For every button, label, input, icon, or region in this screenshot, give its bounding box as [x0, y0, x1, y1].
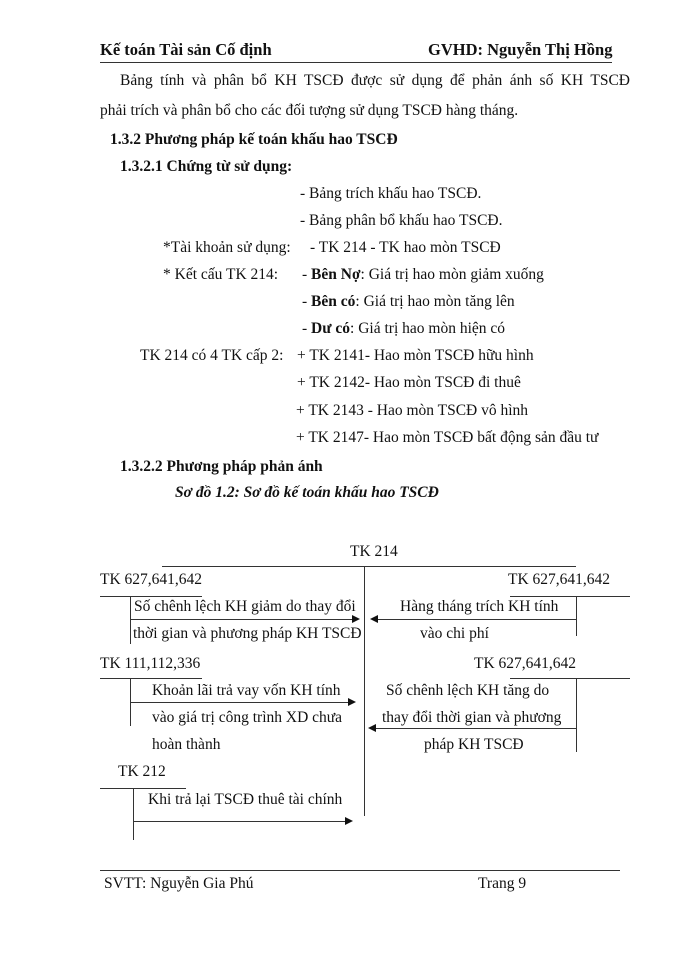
account-value: - TK 214 - TK hao mòn TSCĐ — [310, 239, 501, 256]
left-block-3-line-1: Khi trả lại TSCĐ thuê tài chính — [148, 791, 343, 808]
structure-credit — [302, 293, 515, 311]
left-account-2-label: TK 111,112,336 — [100, 655, 201, 672]
structure-debit — [302, 266, 544, 284]
structure-debit-term: Bên Nợ — [311, 266, 361, 283]
sub-accounts-label: TK 214 có 4 TK cấp 2: — [140, 347, 284, 364]
section-heading-1-3-2-1: 1.3.2.1 Chứng từ sử dụng: — [120, 158, 293, 175]
right-block-2-line-2: thay đổi thời gian và phương — [382, 709, 562, 726]
left-block-2-line-2: vào giá trị công trình XD chưa — [152, 709, 343, 726]
center-account-axis — [364, 566, 365, 816]
left-block-1-line-1: Số chênh lệch KH giảm do thay đổi — [134, 598, 356, 615]
arrow-right-icon — [345, 817, 353, 825]
left-block-1-arrow-shaft — [130, 619, 354, 620]
intro-line-1: Bảng tính và phân bổ KH TSCĐ được sử dụng để phản ánh số KH TSCĐ — [120, 72, 630, 89]
right-account-2-rule — [510, 678, 630, 679]
right-account-2-axis — [576, 678, 577, 752]
sub-account-2142: + TK 2142- Hao mòn TSCĐ đi thuê — [297, 374, 521, 391]
right-account-1-label: TK 627,641,642 — [508, 571, 611, 588]
arrow-right-icon — [348, 698, 356, 706]
right-block-2-line-3: pháp KH TSCĐ — [424, 736, 524, 753]
right-block-2-arrow-shaft — [376, 728, 576, 729]
header-right-advisor: GVHD: Nguyễn Thị Hồng — [428, 40, 613, 59]
arrow-right-icon — [352, 615, 360, 623]
center-account-label: TK 214 — [350, 543, 398, 560]
structure-balance-desc: : Giá trị hao mòn hiện có — [350, 320, 506, 337]
center-account-top-rule — [162, 566, 576, 567]
left-account-3-axis — [133, 788, 134, 840]
structure-credit-term: Bên có — [311, 293, 356, 310]
document-item-2: - Bảng phân bổ khấu hao TSCĐ. — [300, 212, 503, 229]
right-account-1-axis — [576, 596, 577, 636]
left-account-2-rule — [100, 678, 202, 679]
right-block-1-arrow-shaft — [378, 619, 576, 620]
sub-account-2147: + TK 2147- Hao mòn TSCĐ bất động sản đầu tư — [296, 429, 599, 446]
structure-credit-prefix: - — [302, 293, 312, 310]
structure-credit-desc: : Giá trị hao mòn tăng lên — [355, 293, 515, 310]
structure-debit-prefix: - — [302, 266, 312, 283]
structure-debit-desc: : Giá trị hao mòn giảm xuống — [360, 266, 544, 283]
header-left-title: Kế toán Tài sản Cố định — [100, 40, 272, 59]
left-block-2-line-1: Khoản lãi trả vay vốn KH tính — [152, 682, 341, 699]
structure-balance-term: Dư có — [311, 320, 351, 337]
section-heading-1-3-2: 1.3.2 Phương pháp kế toán khấu hao TSCĐ — [110, 131, 398, 148]
structure-label: * Kết cấu TK 214: — [163, 266, 279, 283]
footer-rule — [100, 870, 620, 871]
sub-account-2143: + TK 2143 - Hao mòn TSCĐ vô hình — [296, 402, 529, 419]
footer-page-number: Trang 9 — [478, 875, 527, 892]
left-block-2-line-3: hoàn thành — [152, 736, 221, 753]
left-account-3-label: TK 212 — [118, 763, 166, 780]
left-block-2-arrow-shaft — [130, 702, 348, 703]
left-account-1-axis — [130, 596, 131, 644]
right-block-1-line-2: vào chi phí — [420, 625, 489, 642]
right-account-2-label: TK 627,641,642 — [474, 655, 577, 672]
right-account-1-rule — [510, 596, 630, 597]
left-block-3-arrow-shaft — [133, 821, 345, 822]
header-rule — [100, 62, 612, 63]
left-account-1-label: TK 627,641,642 — [100, 571, 203, 588]
left-account-1-rule — [100, 596, 202, 597]
left-block-1-line-2: thời gian và phương pháp KH TSCĐ — [133, 625, 362, 642]
arrow-left-icon — [368, 724, 376, 732]
intro-line-2: phải trích và phân bổ cho các đối tượng sử dụng TSCĐ hàng tháng. — [100, 102, 519, 119]
section-heading-1-3-2-2: 1.3.2.2 Phương pháp phản ánh — [120, 458, 323, 475]
arrow-left-icon — [370, 615, 378, 623]
footer-student: SVTT: Nguyễn Gia Phú — [104, 875, 254, 892]
document-item-1: - Bảng trích khấu hao TSCĐ. — [300, 185, 482, 202]
structure-balance — [302, 320, 505, 338]
sub-account-2141: + TK 2141- Hao mòn TSCĐ hữu hình — [297, 347, 534, 364]
diagram-caption: Sơ đồ 1.2: Sơ đồ kế toán khấu hao TSCĐ — [175, 484, 439, 501]
left-account-3-rule — [100, 788, 186, 789]
structure-balance-prefix: - — [302, 320, 312, 337]
right-block-1-line-1: Hàng tháng trích KH tính — [400, 598, 559, 615]
right-block-2-line-1: Số chênh lệch KH tăng do — [386, 682, 550, 699]
account-label: *Tài khoản sử dụng: — [163, 239, 291, 256]
